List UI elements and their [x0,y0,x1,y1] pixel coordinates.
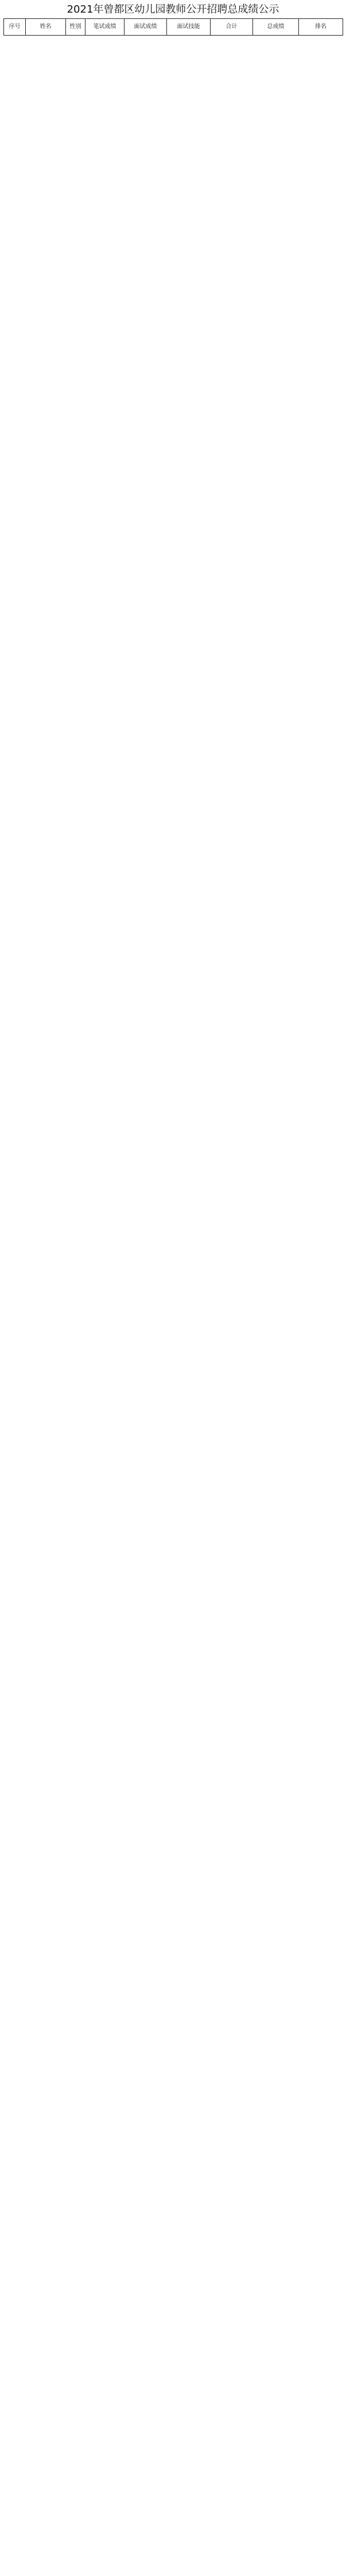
scores-table [3,18,343,36]
column-header-interview-skill: 面试技能 [167,19,211,36]
column-header-written-score: 笔试成绩 [85,19,125,36]
document-title: 2021年曾都区幼儿园教师公开招聘总成绩公示 [67,3,279,15]
column-header-total-score: 总成绩 [253,19,299,36]
column-header-index: 序号 [4,19,26,36]
column-header-subtotal: 合计 [211,19,253,36]
column-header-sex: 性别 [66,19,85,36]
column-header-rank: 排名 [299,19,343,36]
table-header-row [4,19,343,36]
column-header-interview-score: 面试成绩 [125,19,167,36]
column-header-name: 姓名 [26,19,66,36]
